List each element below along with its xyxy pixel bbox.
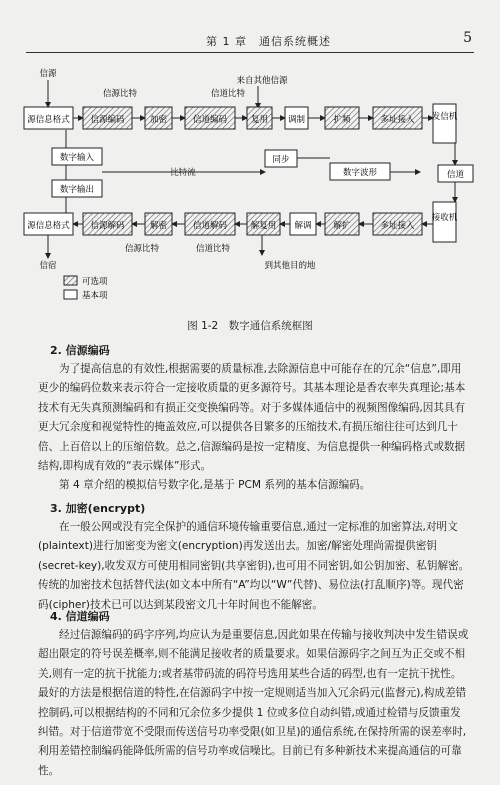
waveform-label: 数字波形 <box>342 168 378 178</box>
section-body-channel-coding <box>38 626 470 781</box>
tx-block-multiplex: 复用 <box>250 115 269 125</box>
channel-bits-label-bottom: 信道比特 <box>195 244 231 254</box>
section-body-source-coding <box>38 360 470 496</box>
rx-block-demultiplex: 解复用 <box>250 221 277 231</box>
channel-bits-label-top: 信道比特 <box>210 89 246 99</box>
rx-block-decrypt: 解密 <box>149 221 168 231</box>
section-body-encryption <box>38 518 470 615</box>
sync-label: 同步 <box>272 155 290 165</box>
rx-block-channel-decoding: 信道解码 <box>192 221 228 231</box>
from-other-sources-label: 来自其他信源 <box>236 76 288 86</box>
paragraph: 第 4 章介绍的模拟信号数字化,是基于 PCM 系列的基本信源编码。 <box>59 479 371 492</box>
paragraph: 为了提高信息的有效性,根据需要的质量标准,去除源信息中可能存在的冗余“信息”,即用更少的编码位数来表示符合一定接收质量的更多源符号。其基本理论是香农率失真理论;基本技术有无失真预测编码和有损正交变换编码等。对于多媒体通信中的视频图像编码,因其具有更大冗余度和视觉特性的掩盖效应,可以提供各目繁多的压缩技术,有损压缩往往可达到几十倍、上百倍以上的压缩倍数。总之,信源编码是按一定精度、为信息提供一种编码格式或数据结构,即构成有效的“表示媒体”形式。 <box>38 363 466 473</box>
legend-basic: 基本项 <box>82 291 108 301</box>
rx-block-format: 源信息格式 <box>27 221 70 231</box>
section-heading-encryption: 3. 加密(encrypt) <box>50 502 146 515</box>
chapter-title: 第 1 章 通信系统概述 <box>206 35 331 48</box>
bitstream-label: 比特流 <box>170 168 196 178</box>
tx-block-transmitter: 发信机 <box>431 112 458 122</box>
rx-block-demodulate: 解调 <box>294 221 312 231</box>
tx-block-spread: 扩频 <box>333 115 351 125</box>
rx-block-multiple-access: 多址接入 <box>380 221 415 231</box>
legend <box>64 276 108 301</box>
digital-input-label: 数字输入 <box>59 153 95 163</box>
digital-output-label: 数字输出 <box>59 185 95 195</box>
rx-block-despread: 解扩 <box>333 221 351 231</box>
source-bits-label-top: 信源比特 <box>102 89 138 99</box>
rx-block-receiver: 接收机 <box>431 213 458 223</box>
sink-label: 信宿 <box>39 261 57 271</box>
paragraph: 经过信源编码的码字序列,均应认为是重要信息,因此如果在传输与接收判决中发生错误或超出限定的符号误差概率,则不能满足接收者的质量要求。如果信源码字之间互为正交或不相关,则有一定的抗干扰能力;或者基带码流的码符号选用某些合适的码型,也有一定抗干扰性。最好的方法是根据信道的特性,在信源码字中按一定规则适当加入冗余码元(监督元),构成差错控制码,可以根据结构的不同和冗余位多少提供 1 位或多位自动纠错,或通过检错与反馈重发纠错。对于信道带宽不受限而传送信号功率受限(如卫星)的通信系统,在保持所需的误差率时,利用差错控制编码能降低所需的信号功率或信噪比。目前已有多种新技术来提高通信的可靠性。 <box>38 629 469 777</box>
rx-blocks <box>24 202 458 242</box>
source-label: 信源 <box>39 69 57 79</box>
rx-block-source-decoding: 信源解码 <box>90 221 125 231</box>
tx-block-modulate: 调制 <box>287 115 306 125</box>
tx-block-source-coding: 信源编码 <box>90 115 125 125</box>
digital-comm-block-diagram <box>0 0 500 310</box>
section-heading-source-coding: 2. 信源编码 <box>50 344 110 357</box>
tx-block-channel-coding: 信道编码 <box>192 115 228 125</box>
legend-optional: 可选项 <box>82 277 108 287</box>
to-other-destinations-label: 到其他目的地 <box>264 261 316 271</box>
section-heading-channel-coding: 4. 信道编码 <box>50 610 110 623</box>
tx-block-encrypt: 加密 <box>149 115 168 125</box>
tx-block-multiple-access: 多址接入 <box>380 115 415 125</box>
channel-label: 信道 <box>446 170 465 180</box>
source-bits-label-bottom: 信源比特 <box>124 244 160 254</box>
figure-caption: 图 1-2 数字通信系统框图 <box>187 320 313 332</box>
page-number: 5 <box>463 30 472 46</box>
tx-blocks <box>24 104 458 143</box>
paragraph: 在一般公网或没有完全保护的通信环境传输重要信息,通过一定标准的加密算法,对明文(plaintext)进行加密变为密文(encryption)再发送出去。加密/解密处理尚需提供密钥(secret-key),收发双方可使用相同密钥(共享密钥),也可用不同密钥,如公钥加密、私钥解密。传统的加密技术包括替代法(如文本中所有“A”均以“W”代替)、易位法(打乱顺序)等。现代密码(cipher)技术已可以达到某段密文几十年时间也不能解密。 <box>38 521 470 611</box>
tx-block-format: 源信息格式 <box>27 115 70 125</box>
